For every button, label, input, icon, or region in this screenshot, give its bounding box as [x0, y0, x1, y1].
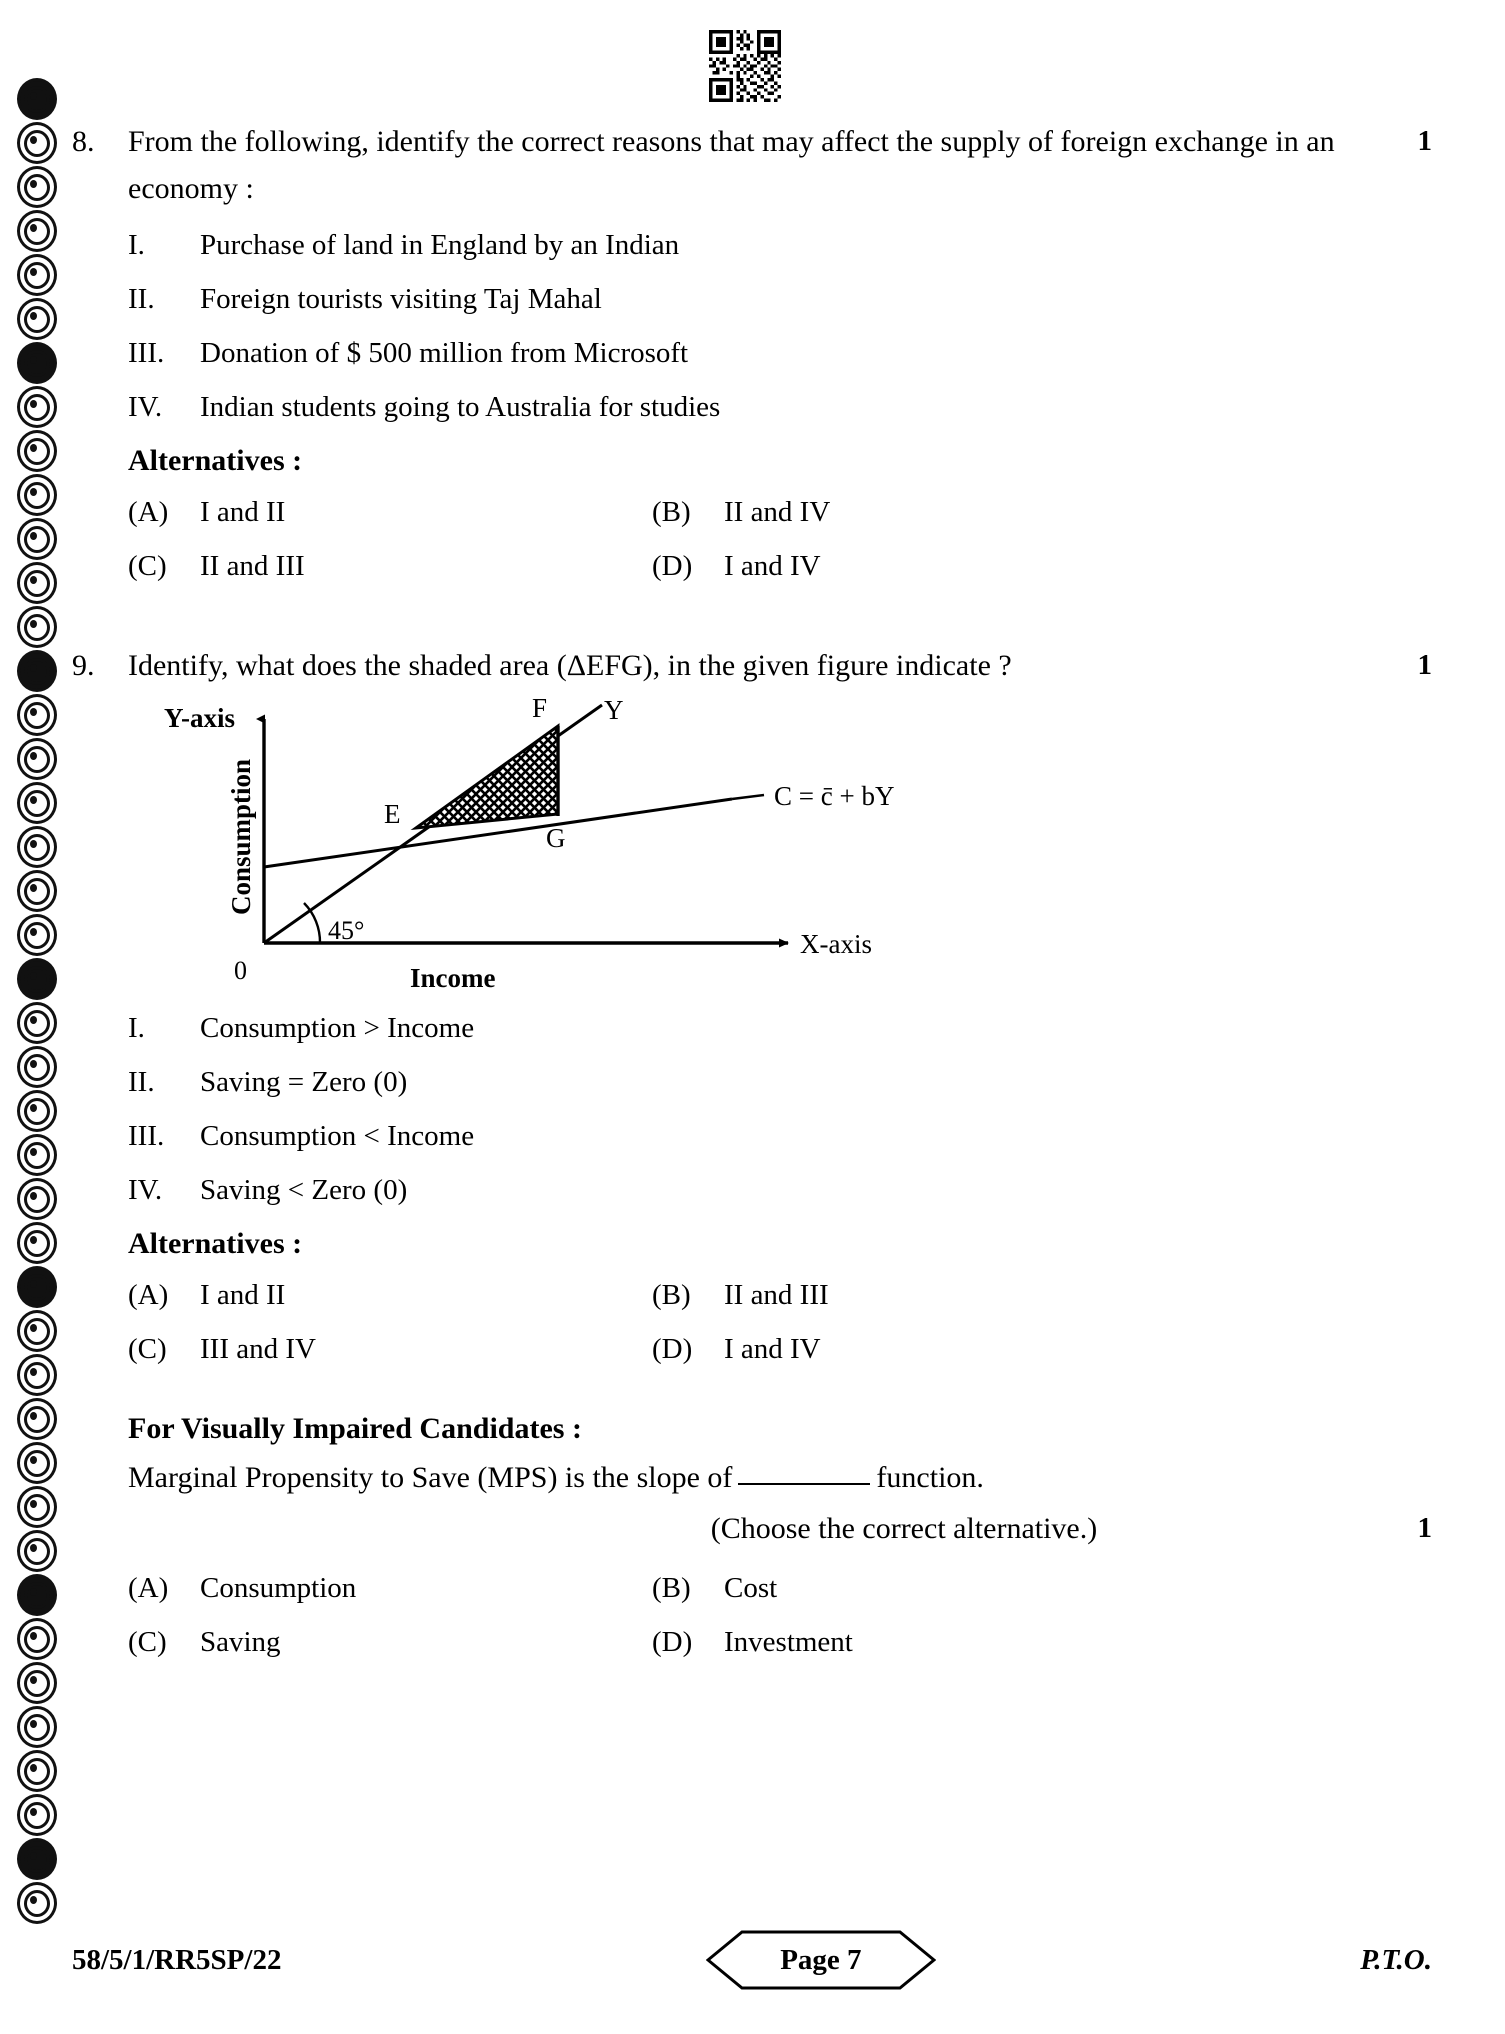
binding-ring-icon: [17, 298, 57, 340]
option-text: I and IV: [724, 550, 821, 582]
binding-ring-icon: [17, 1178, 57, 1220]
option-label: (A): [128, 1279, 169, 1311]
option-row: [128, 491, 1432, 534]
list-item: [128, 1114, 1432, 1158]
item-number: IV.: [128, 1174, 163, 1206]
point-e-label: E: [384, 799, 401, 829]
option-c[interactable]: [128, 545, 652, 588]
item-text: Saving = Zero (0): [200, 1066, 408, 1098]
option-row: [128, 1328, 1432, 1371]
visually-impaired-instruction-row: [128, 1505, 1432, 1553]
question-8-marks: 1: [1417, 125, 1432, 157]
binding-ring-icon: [17, 1486, 57, 1528]
vi-question-part2: function.: [876, 1461, 984, 1494]
vi-option-b[interactable]: [652, 1567, 777, 1610]
binding-ring-icon: [17, 1618, 57, 1660]
item-text: Consumption < Income: [200, 1120, 475, 1152]
binding-ring-icon: [17, 78, 57, 120]
item-number: I.: [128, 1012, 145, 1044]
option-text: II and III: [724, 1279, 829, 1311]
binding-ring-icon: [17, 342, 57, 384]
vi-option-c[interactable]: [128, 1621, 652, 1664]
binding-ring-icon: [17, 1706, 57, 1748]
qr-code-icon: [709, 30, 781, 102]
binding-ring-icon: [17, 210, 57, 252]
option-d[interactable]: [652, 545, 821, 588]
question-8-options: [128, 491, 1432, 588]
option-text: Cost: [724, 1572, 778, 1604]
option-label: (D): [652, 1333, 693, 1365]
question-9-alternatives-label: Alternatives :: [128, 1227, 303, 1260]
question-9-options: [128, 1274, 1432, 1371]
binding-ring-icon: [17, 958, 57, 1000]
x-axis-label: X-axis: [800, 929, 872, 959]
item-number: III.: [128, 337, 165, 369]
consumption-line-equation: C = c̄ + bY: [774, 781, 895, 811]
item-text: Foreign tourists visiting Taj Mahal: [200, 283, 602, 315]
page-number-label: Page 7: [780, 1943, 862, 1976]
question-8: [72, 118, 1432, 212]
question-9-number: 9.: [72, 649, 95, 682]
question-9-marks: 1: [1417, 649, 1432, 681]
binding-ring-icon: [17, 914, 57, 956]
binding-ring-icon: [17, 1794, 57, 1836]
question-8-alternatives-label: Alternatives :: [128, 444, 303, 477]
angle-label: 45°: [328, 916, 365, 945]
binding-ring-icon: [17, 474, 57, 516]
option-label: (B): [652, 496, 691, 528]
binding-ring-icon: [17, 826, 57, 868]
binding-ring-icon: [17, 606, 57, 648]
fill-in-blank[interactable]: [738, 1461, 870, 1485]
vi-option-a[interactable]: [128, 1567, 652, 1610]
binding-ring-icon: [17, 1574, 57, 1616]
option-label: (C): [128, 1333, 167, 1365]
question-9-items: [72, 1006, 1432, 1212]
binding-ring-icon: [17, 650, 57, 692]
x-axis-title: Income: [410, 963, 496, 993]
binding-ring-icon: [17, 122, 57, 164]
binding-ring-icon: [17, 1442, 57, 1484]
option-a[interactable]: [128, 491, 652, 534]
question-9: [72, 642, 1432, 689]
visually-impaired-options: [128, 1567, 1432, 1664]
option-row: [128, 1567, 1432, 1610]
item-text: Indian students going to Australia for studies: [200, 391, 721, 423]
binding-ring-icon: [17, 1354, 57, 1396]
list-item: [128, 1060, 1432, 1104]
option-c[interactable]: [128, 1328, 652, 1371]
binding-ring-icon: [17, 1838, 57, 1880]
question-8-text: From the following, identify the correct reasons that may affect the supply of foreign exchange in an economy :: [128, 125, 1335, 205]
option-label: (B): [652, 1279, 691, 1311]
option-text: Consumption: [200, 1572, 357, 1604]
binding-ring-icon: [17, 782, 57, 824]
pto-label: P.T.O.: [1360, 1943, 1432, 1976]
visually-impaired-question: [128, 1453, 1432, 1503]
binding-spine: [14, 78, 60, 2008]
consumption-function-figure: [72, 695, 1432, 995]
list-item: [128, 385, 1432, 429]
page-footer: [72, 1930, 1432, 1990]
item-number: II.: [128, 1066, 155, 1098]
option-text: II and III: [200, 550, 305, 582]
option-text: I and II: [200, 1279, 286, 1311]
binding-ring-icon: [17, 1046, 57, 1088]
option-b[interactable]: [652, 491, 830, 534]
question-9-text: Identify, what does the shaded area (ΔEFG), in the given figure indicate ?: [128, 649, 1012, 682]
option-label: (B): [652, 1572, 691, 1604]
option-label: (D): [652, 550, 693, 582]
question-8-items: [72, 223, 1432, 429]
line45-label: Y: [604, 695, 624, 725]
binding-ring-icon: [17, 1090, 57, 1132]
binding-ring-icon: [17, 1002, 57, 1044]
binding-ring-icon: [17, 1882, 57, 1924]
option-row: [128, 1621, 1432, 1664]
item-text: Saving < Zero (0): [200, 1174, 408, 1206]
option-d[interactable]: [652, 1328, 821, 1371]
shaded-triangle-efg: [416, 726, 558, 828]
option-text: II and IV: [724, 496, 831, 528]
question-8-number: 8.: [72, 125, 95, 158]
list-item: [128, 1168, 1432, 1212]
option-label: (A): [128, 1572, 169, 1604]
option-label: (D): [652, 1626, 693, 1658]
binding-ring-icon: [17, 166, 57, 208]
binding-ring-icon: [17, 562, 57, 604]
item-text: Consumption > Income: [200, 1012, 475, 1044]
binding-ring-icon: [17, 1398, 57, 1440]
option-label: (A): [128, 496, 169, 528]
page-number-badge: [706, 1930, 936, 1990]
visually-impaired-heading: For Visually Impaired Candidates :: [128, 1412, 582, 1445]
visually-impaired-marks: 1: [1417, 1512, 1432, 1544]
binding-ring-icon: [17, 1266, 57, 1308]
option-text: I and II: [200, 496, 286, 528]
binding-ring-icon: [17, 254, 57, 296]
list-item: [128, 223, 1432, 267]
option-b[interactable]: [652, 1274, 829, 1317]
item-number: II.: [128, 283, 155, 315]
binding-ring-icon: [17, 386, 57, 428]
y-axis-label: Y-axis: [164, 703, 236, 733]
item-text: Purchase of land in England by an Indian: [200, 229, 680, 261]
point-f-label: F: [532, 695, 548, 723]
paper-code: 58/5/1/RR5SP/22: [72, 1943, 282, 1976]
choose-instruction: (Choose the correct alternative.): [710, 1512, 1098, 1545]
list-item: [128, 1006, 1432, 1050]
item-number: III.: [128, 1120, 165, 1152]
y-axis-title: Consumption: [226, 758, 256, 915]
option-label: (C): [128, 1626, 167, 1658]
binding-ring-icon: [17, 1222, 57, 1264]
item-text: Donation of $ 500 million from Microsoft: [200, 337, 689, 369]
vi-option-d[interactable]: [652, 1621, 853, 1664]
binding-ring-icon: [17, 870, 57, 912]
binding-ring-icon: [17, 1310, 57, 1352]
option-text: Investment: [724, 1626, 853, 1658]
vi-question-part1: Marginal Propensity to Save (MPS) is the slope of: [128, 1461, 733, 1494]
visually-impaired-section: [72, 1405, 1432, 1664]
equation-leader-line: [732, 795, 764, 799]
binding-ring-icon: [17, 738, 57, 780]
binding-ring-icon: [17, 694, 57, 736]
option-label: (C): [128, 550, 167, 582]
origin-label: 0: [234, 956, 247, 985]
option-text: I and IV: [724, 1333, 821, 1365]
binding-ring-icon: [17, 1134, 57, 1176]
binding-ring-icon: [17, 1750, 57, 1792]
option-text: Saving: [200, 1626, 281, 1658]
list-item: [128, 331, 1432, 375]
binding-ring-icon: [17, 430, 57, 472]
item-number: IV.: [128, 391, 163, 423]
point-g-label: G: [546, 823, 566, 853]
list-item: [128, 277, 1432, 321]
binding-ring-icon: [17, 1530, 57, 1572]
binding-ring-icon: [17, 1662, 57, 1704]
binding-ring-icon: [17, 518, 57, 560]
option-a[interactable]: [128, 1274, 652, 1317]
option-row: [128, 545, 1432, 588]
page-content: [72, 118, 1432, 1675]
option-text: III and IV: [200, 1333, 316, 1365]
item-number: I.: [128, 229, 145, 261]
option-row: [128, 1274, 1432, 1317]
